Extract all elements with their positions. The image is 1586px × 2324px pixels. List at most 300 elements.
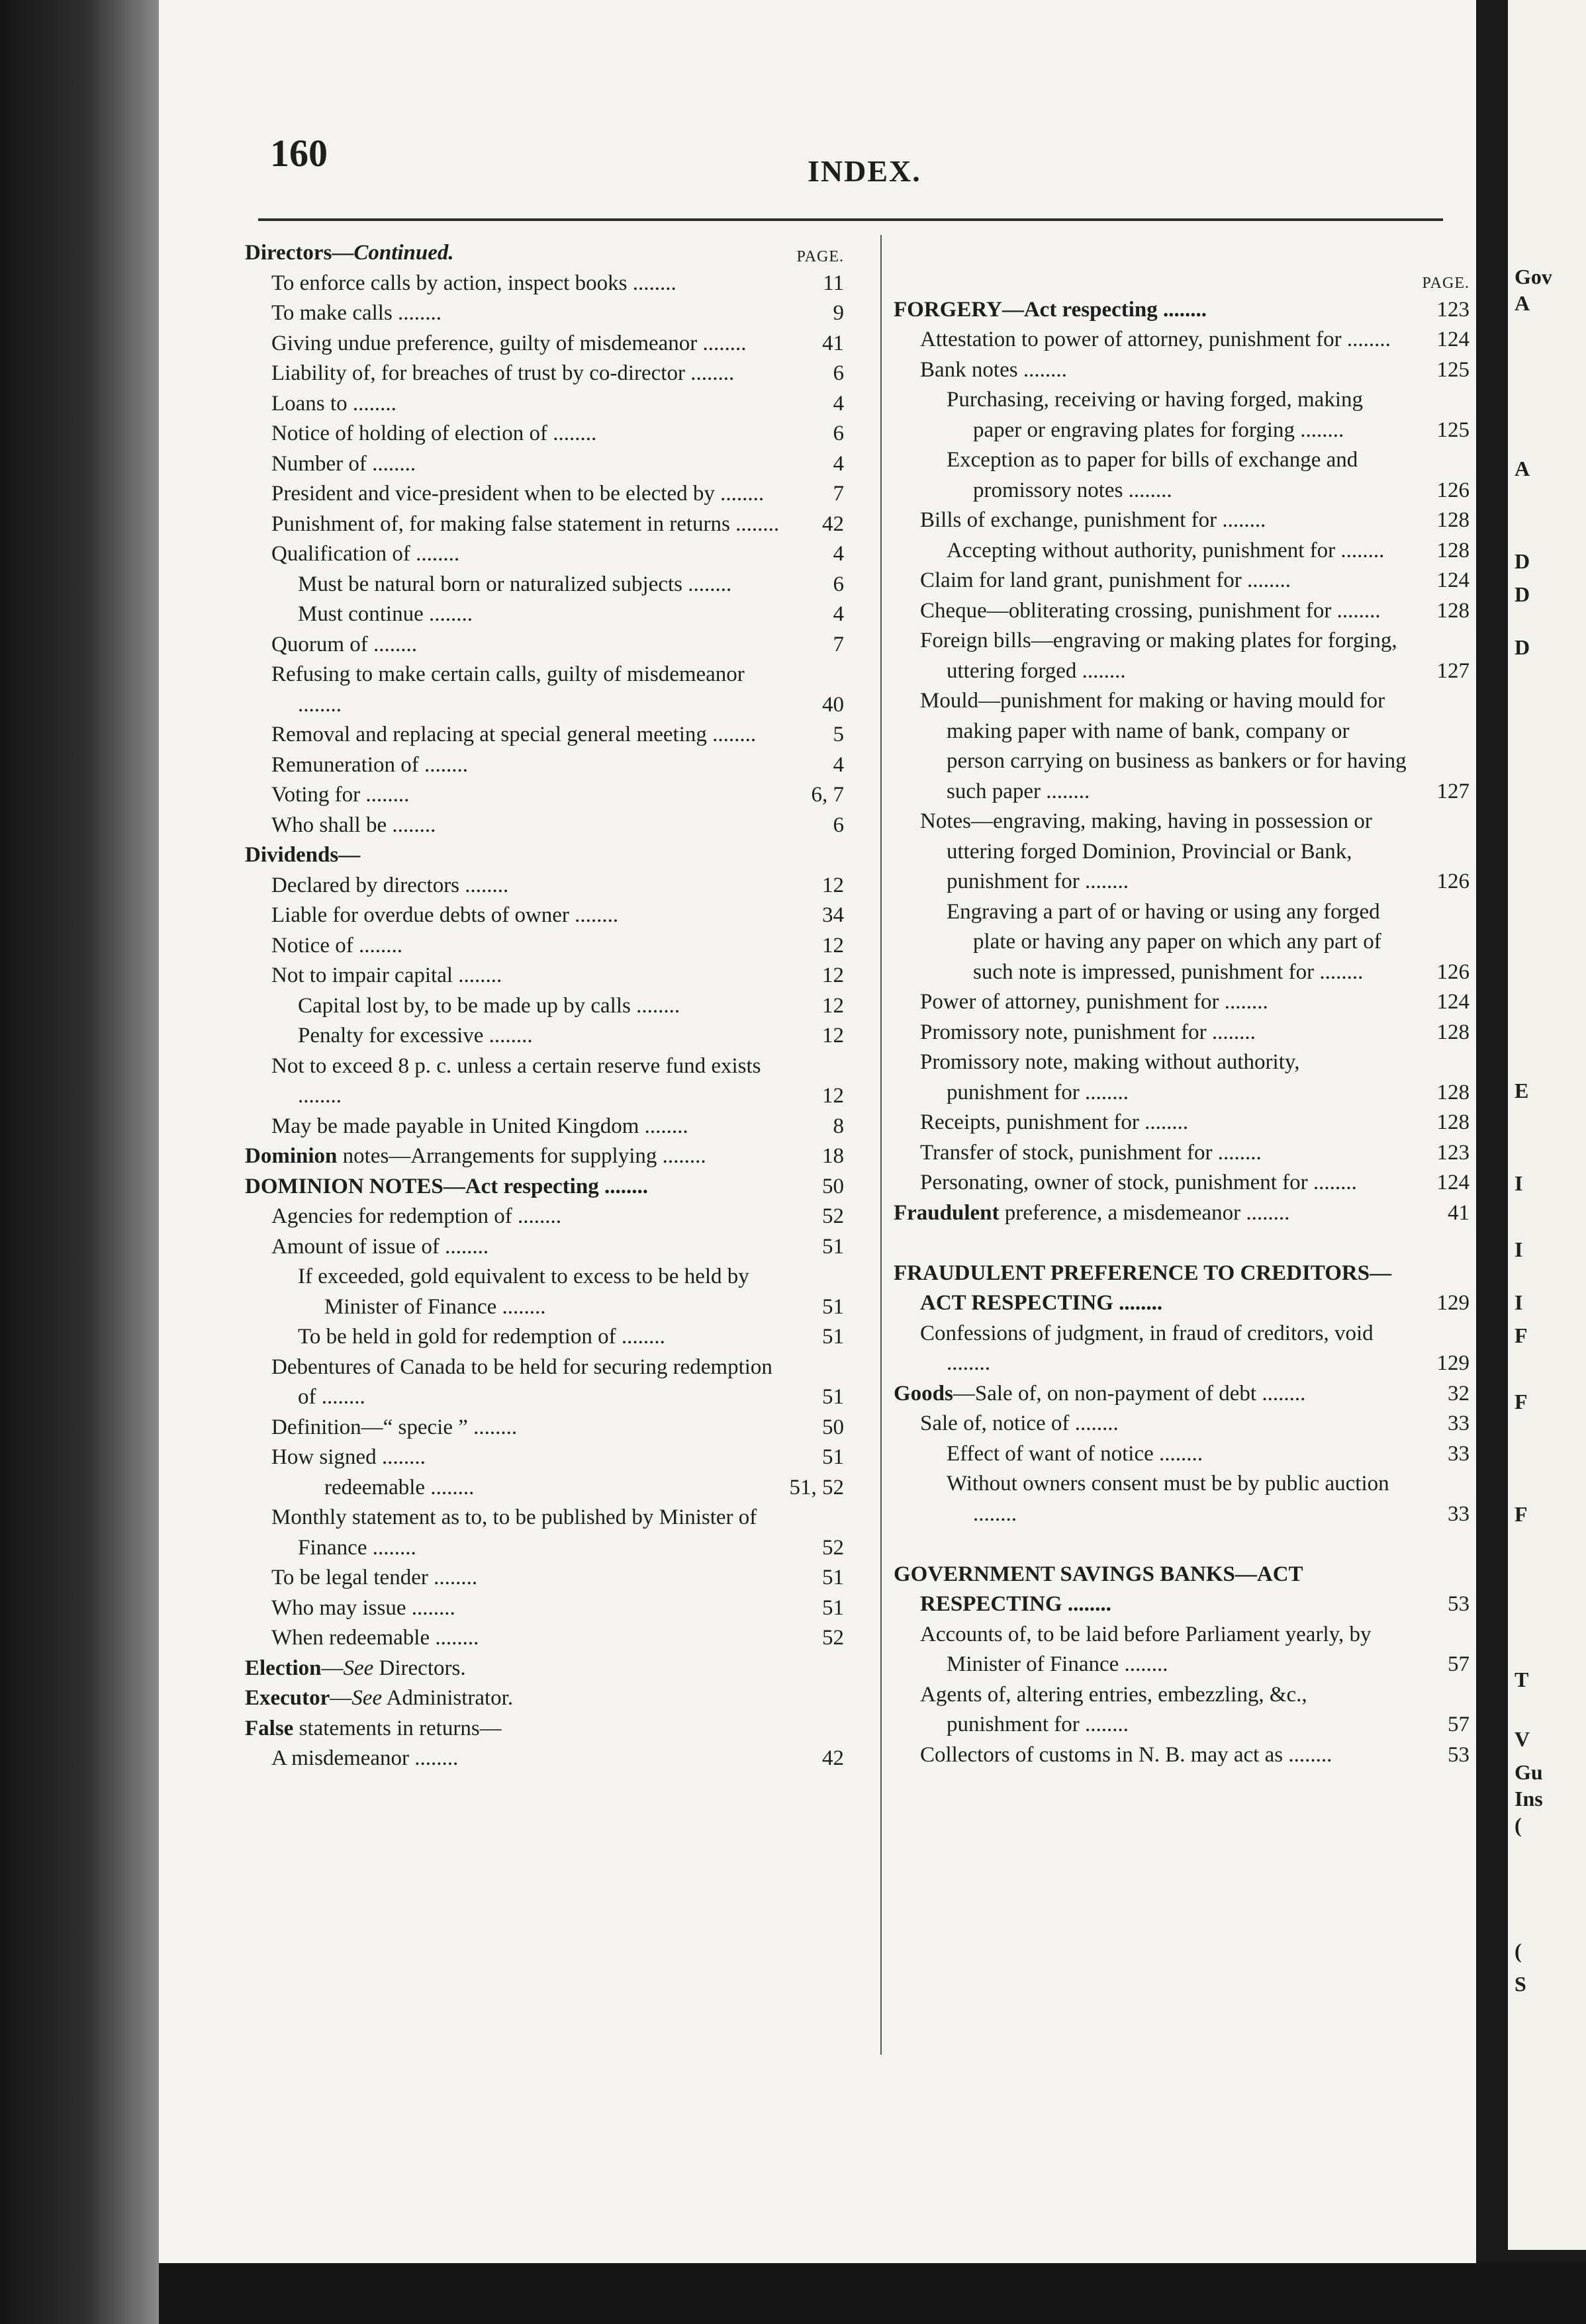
dot-leader: ........ <box>483 1024 533 1048</box>
entry-text: To make calls ........ <box>271 301 442 325</box>
adjacent-page-fragment: F <box>1515 1323 1528 1347</box>
column-divider <box>880 235 882 2055</box>
spacer <box>894 1529 1469 1560</box>
index-entry <box>245 780 844 811</box>
dot-leader: ........ <box>360 783 410 807</box>
page-reference: 34 <box>822 903 844 927</box>
index-entry <box>245 961 844 991</box>
page-reference: 52 <box>822 1535 844 1560</box>
page-reference: 12 <box>822 1024 844 1048</box>
dot-leader: ........ <box>1041 779 1090 803</box>
page-reference: 51 <box>822 1294 844 1319</box>
page-reference: 11 <box>823 271 844 295</box>
dot-leader: ........ <box>298 692 342 717</box>
index-entry <box>245 1413 844 1443</box>
entry-text: GOVERNMENT SAVINGS BANKS—ACT RESPECTING ........ <box>894 1562 1303 1616</box>
index-entry <box>245 1473 844 1503</box>
entry-text: Effect of want of notice ........ <box>947 1441 1203 1466</box>
page-reference: 4 <box>833 391 844 416</box>
page-reference: 126 <box>1436 960 1469 984</box>
index-entry <box>245 901 844 931</box>
entry-text: Mould—punishment for making or having mould for making paper with name of bank, company or person carrying on business as bankers or for having such paper ........ <box>920 689 1407 803</box>
scan-border-bottom <box>159 2263 1586 2324</box>
entry-text: FRAUDULENT PREFERENCE TO CREDITORS—ACT RESPECTING ........ <box>894 1261 1392 1315</box>
adjacent-page-fragment: I <box>1515 1290 1523 1314</box>
adjacent-page-fragment: ( <box>1515 1939 1522 1963</box>
index-entry <box>894 1018 1469 1048</box>
page-reference: 51 <box>822 1595 844 1620</box>
index-entry <box>894 566 1469 596</box>
dot-leader: ........ <box>1079 1080 1129 1104</box>
page-reference: 128 <box>1436 1020 1469 1044</box>
entry-text: When redeemable ........ <box>271 1626 479 1650</box>
index-entry <box>894 1198 1469 1229</box>
entry-text: Notice of ........ <box>271 933 402 958</box>
dot-leader: ........ <box>1283 1742 1332 1767</box>
index-entry <box>894 1680 1469 1740</box>
adjacent-page-fragment: E <box>1515 1079 1529 1102</box>
index-entry <box>245 1503 844 1563</box>
page-reference: 6 <box>833 813 844 837</box>
index-entry <box>245 811 844 841</box>
page-reference: 124 <box>1436 568 1469 592</box>
dot-leader: ........ <box>1079 870 1129 893</box>
entry-text: Monthly statement as to, to be published by Minister of Finance ........ <box>271 1505 757 1560</box>
adjacent-page-fragment: Gov <box>1515 265 1552 289</box>
page-reference: 6 <box>833 361 844 385</box>
dot-leader: ........ <box>973 1501 1017 1526</box>
index-entry <box>894 1319 1469 1379</box>
index-column-right <box>894 265 1469 1770</box>
index-entry <box>245 298 844 329</box>
entry-text: Agencies for redemption of ........ <box>271 1204 562 1228</box>
dot-leader: ........ <box>1341 328 1391 351</box>
dot-leader: ........ <box>1113 1291 1163 1315</box>
index-entry <box>245 1021 844 1051</box>
adjacent-page-fragment: I <box>1515 1237 1523 1261</box>
dot-leader: ........ <box>729 512 780 536</box>
page-reference: 128 <box>1436 538 1469 562</box>
index-entry <box>245 1654 844 1684</box>
entry-text: Claim for land grant, punishment for ........ <box>920 568 1291 592</box>
page-reference: 53 <box>1448 1742 1469 1767</box>
index-entry <box>894 1108 1469 1138</box>
adjacent-page-fragment: D <box>1515 549 1530 573</box>
entry-text: Accounts of, to be laid before Parliament yearly, by Minister of Finance ........ <box>920 1622 1372 1676</box>
index-entry <box>245 1593 844 1624</box>
dot-leader: ........ <box>1256 1381 1306 1406</box>
column-heading-row: Directors—Continued. PAGE. <box>245 238 844 269</box>
page-reference: 12 <box>822 873 844 897</box>
entry-text: How signed ........ <box>271 1445 426 1469</box>
dot-leader: ........ <box>1212 1140 1262 1165</box>
page-reference: 51 <box>822 1566 844 1589</box>
entry-text: Penalty for excessive ........ <box>298 1024 533 1048</box>
page-reference: 9 <box>833 301 844 325</box>
entry-text: Removal and replacing at special general meeting ........ <box>271 723 757 746</box>
index-entry <box>245 1683 844 1714</box>
dot-leader: ........ <box>657 1144 706 1168</box>
index-entry <box>245 419 844 449</box>
page-reference: 33 <box>1448 1441 1469 1466</box>
index-entry <box>245 269 844 299</box>
dot-leader: ........ <box>639 1114 688 1138</box>
running-head: INDEX. <box>808 154 921 188</box>
page-reference: 126 <box>1436 870 1469 893</box>
entry-text: Executor—See Administrator. <box>245 1686 514 1710</box>
entry-text: Cheque—obliterating crossing, punishment for ........ <box>920 598 1381 623</box>
dot-leader: ........ <box>512 1204 562 1228</box>
entry-text: Dominion notes—Arrangements for supplying ........ <box>245 1144 706 1168</box>
entry-text: Confessions of judgment, in fraud of creditors, void ........ <box>920 1321 1374 1375</box>
dot-leader: ........ <box>547 422 597 445</box>
page-reference: 12 <box>822 993 844 1018</box>
page-reference: 40 <box>822 692 844 717</box>
index-entry <box>245 1141 844 1172</box>
page-reference: 57 <box>1448 1652 1469 1676</box>
entry-text: Fraudulent preference, a misdemeanor ........ <box>894 1200 1290 1225</box>
index-entry <box>245 449 844 480</box>
entry-text: Purchasing, receiving or having forged, making paper or engraving plates for forging ........ <box>947 388 1363 442</box>
dot-leader: ........ <box>1206 1020 1256 1044</box>
adjacent-page-fragment: ( <box>1515 1813 1522 1837</box>
entry-text: Without owners consent must be by public auction ........ <box>947 1472 1389 1526</box>
dot-leader: ........ <box>410 542 460 566</box>
dot-leader: ........ <box>697 331 747 355</box>
entry-text: Election—See Directors. <box>245 1656 466 1680</box>
dot-leader: ........ <box>367 632 417 656</box>
left-entry-list <box>245 269 844 1774</box>
entry-text: Loans to ........ <box>271 391 396 416</box>
dot-leader: ........ <box>630 993 680 1018</box>
dot-leader: ........ <box>453 963 502 987</box>
adjacent-page-fragment: I <box>1515 1171 1523 1195</box>
index-entry <box>245 1262 844 1322</box>
entry-text: Must continue ........ <box>298 602 473 626</box>
index-entry <box>245 630 844 660</box>
index-entry <box>245 479 844 510</box>
index-entry <box>245 660 844 720</box>
page-reference: 51, 52 <box>789 1475 844 1499</box>
dot-leader: ........ <box>1069 1411 1119 1435</box>
adjacent-page-fragment: F <box>1515 1390 1528 1413</box>
index-entry <box>894 1469 1469 1529</box>
page-reference: 4 <box>833 752 844 777</box>
dot-leader: ........ <box>714 482 765 506</box>
index-entry <box>894 1168 1469 1198</box>
entry-text: Dividends— <box>245 843 361 867</box>
page-reference: 57 <box>1448 1713 1469 1736</box>
entry-text: Engraving a part of or having or using any forged plate or having any paper on which any part of such note is impressed, punishment for ........ <box>947 899 1381 984</box>
entry-text: To enforce calls by action, inspect books ........ <box>271 271 676 295</box>
page-reference: 42 <box>822 1746 844 1770</box>
page-reference: 51 <box>822 1385 844 1409</box>
entry-text: Attestation to power of attorney, punishment for ........ <box>920 328 1391 351</box>
index-entry <box>894 1620 1469 1680</box>
index-entry <box>245 871 844 901</box>
page-reference: 123 <box>1436 297 1469 322</box>
entry-text: DOMINION NOTES—Act respecting ........ <box>245 1174 648 1198</box>
entry-text: Debentures of Canada to be held for securing redemption of ........ <box>271 1355 772 1409</box>
index-entry <box>245 1172 844 1202</box>
index-entry <box>245 1112 844 1142</box>
entry-text: Exception as to paper for bills of exchange and promissory notes ........ <box>947 448 1358 502</box>
page-reference: 6 <box>833 422 844 445</box>
entry-text: Receipts, punishment for ........ <box>920 1110 1189 1134</box>
dot-leader: ........ <box>1076 658 1126 683</box>
dot-leader: ........ <box>430 1626 479 1650</box>
adjacent-page-fragment: D <box>1515 582 1530 606</box>
page-reference: 41 <box>1448 1200 1469 1225</box>
page-reference: 12 <box>822 1084 844 1108</box>
entry-text: Definition—“ specie ” ........ <box>271 1415 518 1439</box>
heading-qualifier: Continued. <box>353 241 454 265</box>
dot-leader: ........ <box>1123 478 1172 502</box>
page-reference: 125 <box>1436 357 1469 382</box>
page-reference: 4 <box>833 451 844 476</box>
adjacent-page-edge <box>1508 0 1586 2250</box>
page-reference: 129 <box>1436 1351 1469 1375</box>
index-entry <box>245 1232 844 1263</box>
adjacent-page-fragment: D <box>1515 635 1530 659</box>
index-entry <box>245 1744 844 1774</box>
dot-leader: ........ <box>459 873 509 897</box>
page-reference: 51 <box>822 1445 844 1469</box>
index-entry <box>894 807 1469 897</box>
entry-text: Remuneration of ........ <box>271 752 468 777</box>
entry-text: Sale of, notice of ........ <box>920 1411 1119 1435</box>
index-entry <box>894 325 1469 355</box>
entry-text: Declared by directors ........ <box>271 873 509 897</box>
entry-text: To be held in gold for redemption of ........ <box>298 1325 665 1349</box>
dot-leader: ........ <box>316 1385 365 1409</box>
scan-border-left <box>0 0 159 2324</box>
index-entry <box>245 1443 844 1473</box>
entry-text: Power of attorney, punishment for ........ <box>920 990 1268 1014</box>
index-entry <box>245 1051 844 1112</box>
dot-leader: ........ <box>1314 960 1364 984</box>
dot-leader: ........ <box>684 361 735 385</box>
dot-leader: ........ <box>425 1475 475 1499</box>
index-entry <box>245 750 844 781</box>
page-column-label-right: PAGE. <box>1422 275 1469 292</box>
dot-leader: ........ <box>367 1535 416 1560</box>
page-reference: 33 <box>1448 1411 1469 1435</box>
page-reference: 128 <box>1436 1110 1469 1134</box>
index-entry <box>245 1623 844 1654</box>
index-column-left <box>245 238 844 1774</box>
dot-leader: ........ <box>1017 357 1067 382</box>
dot-leader: ........ <box>353 933 402 958</box>
entry-text: Voting for ........ <box>271 783 410 807</box>
entry-text: Qualification of ........ <box>271 542 460 566</box>
dot-leader: ........ <box>418 752 468 777</box>
page-reference: 12 <box>822 963 844 987</box>
entry-text: Bank notes ........ <box>920 357 1067 382</box>
dot-leader: ........ <box>406 1595 455 1620</box>
entry-text: Who may issue ........ <box>271 1595 455 1620</box>
entry-text: Amount of issue of ........ <box>271 1234 489 1259</box>
entry-text: Not to impair capital ........ <box>271 963 502 987</box>
entry-text: Promissory note, punishment for ........ <box>920 1020 1256 1044</box>
entry-text: Collectors of customs in N. B. may act as ........ <box>920 1742 1332 1767</box>
page-reference: 127 <box>1436 658 1469 683</box>
entry-text: Quorum of ........ <box>271 632 417 656</box>
adjacent-page-fragment: Gu <box>1515 1760 1543 1784</box>
adjacent-page-fragment: A <box>1515 291 1530 315</box>
page-reference: 129 <box>1436 1291 1469 1315</box>
index-entry <box>894 1048 1469 1108</box>
index-entry <box>894 355 1469 386</box>
index-entry <box>894 385 1469 445</box>
page-reference: 50 <box>822 1415 844 1439</box>
index-entry <box>245 1322 844 1353</box>
entry-text: Number of ........ <box>271 451 416 476</box>
page-column-label: PAGE. <box>796 248 844 265</box>
dot-leader: ........ <box>467 1415 518 1439</box>
dot-leader: ........ <box>1139 1110 1189 1134</box>
dot-leader: ........ <box>1294 418 1344 442</box>
dot-leader: ........ <box>366 451 416 476</box>
index-entry <box>894 1138 1469 1169</box>
index-entry <box>245 991 844 1022</box>
entry-text: May be made payable in United Kingdom ........ <box>271 1114 688 1138</box>
entry-text: President and vice-president when to be elected by ........ <box>271 482 765 506</box>
adjacent-page-fragment: T <box>1515 1668 1529 1691</box>
dot-leader: ........ <box>376 1445 426 1469</box>
entry-text: Transfer of stock, punishment for ........ <box>920 1140 1262 1165</box>
index-entry <box>245 389 844 420</box>
dot-leader: ........ <box>682 572 732 596</box>
dot-leader: ........ <box>569 903 619 927</box>
index-entry <box>894 596 1469 627</box>
dot-leader: ........ <box>1240 1200 1290 1225</box>
entry-text: redeemable ........ <box>324 1475 475 1499</box>
entry-text: Foreign bills—engraving or making plates for forging, uttering forged ........ <box>920 629 1397 683</box>
entry-text: False statements in returns— <box>245 1716 502 1740</box>
dot-leader: ........ <box>1153 1441 1203 1466</box>
index-entry <box>245 570 844 600</box>
column-heading-row-right <box>894 265 1469 295</box>
page-reference: 128 <box>1436 508 1469 532</box>
dot-leader: ........ <box>496 1294 546 1319</box>
dot-leader: ........ <box>1119 1652 1168 1676</box>
entry-text: Promissory note, making without authority, punishment for ........ <box>920 1050 1300 1104</box>
index-entry <box>894 1259 1469 1319</box>
page-reference: 128 <box>1436 598 1469 623</box>
page-reference: 12 <box>822 933 844 958</box>
index-entry <box>894 1740 1469 1771</box>
entry-text: Must be natural born or naturalized subjects ........ <box>298 572 732 596</box>
index-entry <box>245 931 844 961</box>
dot-leader: ........ <box>947 1351 990 1375</box>
dot-leader: ........ <box>1331 598 1381 623</box>
index-entry <box>245 720 844 750</box>
entry-text: Giving undue preference, guilty of misdemeanor ........ <box>271 331 747 355</box>
index-entry <box>245 1563 844 1593</box>
page-reference: 8 <box>833 1114 844 1138</box>
page-reference: 52 <box>822 1626 844 1650</box>
dot-leader: ........ <box>387 813 436 837</box>
page-reference: 18 <box>822 1144 844 1168</box>
index-entry <box>894 1379 1469 1409</box>
index-entry <box>894 506 1469 536</box>
index-entry <box>245 539 844 570</box>
dot-leader: ........ <box>347 391 396 416</box>
page-reference: 33 <box>1448 1501 1469 1526</box>
index-entry <box>245 510 844 540</box>
index-entry <box>894 626 1469 686</box>
page-reference: 124 <box>1436 328 1469 351</box>
entry-text: Notice of holding of election of ........ <box>271 422 597 445</box>
entry-text: Liability of, for breaches of trust by co-director ........ <box>271 361 735 385</box>
entry-text: Capital lost by, to be made up by calls ........ <box>298 993 680 1018</box>
entry-text: To be legal tender ........ <box>271 1566 478 1589</box>
index-entry <box>245 840 844 871</box>
page-number: 160 <box>270 132 328 175</box>
page-reference: 7 <box>833 482 844 506</box>
index-entry <box>894 445 1469 506</box>
adjacent-page-fragment: Ins <box>1515 1787 1543 1810</box>
entry-text: Not to exceed 8 p. c. unless a certain reserve fund exists ........ <box>271 1053 761 1108</box>
dot-leader: ........ <box>706 723 757 746</box>
dot-leader: ........ <box>1241 568 1291 592</box>
adjacent-page-fragment: S <box>1515 1972 1526 1996</box>
adjacent-page-fragment: F <box>1515 1502 1528 1526</box>
entry-text: A misdemeanor ........ <box>271 1746 459 1770</box>
dot-leader: ........ <box>392 301 442 325</box>
dot-leader: ........ <box>1307 1171 1357 1194</box>
index-entry <box>894 1439 1469 1470</box>
entry-text: Goods—Sale of, on non-payment of debt ........ <box>894 1381 1306 1406</box>
page-reference: 6 <box>833 572 844 596</box>
entry-text: If exceeded, gold equivalent to excess to be held by Minister of Finance ........ <box>298 1265 749 1319</box>
entry-text: Notes—engraving, making, having in possession or uttering forged Dominion, Provincial or Bank, punishment for ........ <box>920 809 1372 893</box>
page-reference: 6, 7 <box>811 783 844 807</box>
page-reference: 51 <box>822 1234 844 1259</box>
page-reference: 4 <box>833 542 844 566</box>
index-entry <box>894 686 1469 807</box>
dot-leader: ........ <box>1079 1713 1129 1736</box>
dot-leader: ........ <box>1157 297 1207 322</box>
entry-text: Punishment of, for making false statement in returns ........ <box>271 512 780 536</box>
page-reference: 7 <box>833 632 844 656</box>
entry-text: Who shall be ........ <box>271 813 436 837</box>
index-entry <box>894 295 1469 326</box>
adjacent-page-fragment: A <box>1515 457 1530 480</box>
entry-text: Personating, owner of stock, punishment for ........ <box>920 1171 1357 1194</box>
dot-leader: ........ <box>1062 1592 1111 1616</box>
entry-text: Accepting without authority, punishment for ........ <box>947 538 1385 562</box>
index-entry <box>245 359 844 389</box>
index-entry <box>245 1714 844 1744</box>
dot-leader: ........ <box>409 1746 459 1770</box>
entry-text: Liable for overdue debts of owner ........ <box>271 903 619 927</box>
page-reference: 41 <box>822 331 844 355</box>
dot-leader: ........ <box>428 1566 478 1589</box>
right-entry-list <box>894 295 1469 1771</box>
page-reference: 127 <box>1436 779 1469 803</box>
dot-leader: ........ <box>1217 508 1266 532</box>
index-entry <box>894 1409 1469 1439</box>
index-entry <box>245 329 844 359</box>
entry-text: Agents of, altering entries, embezzling, &c., punishment for ........ <box>920 1682 1307 1736</box>
dot-leader: ........ <box>423 602 473 626</box>
index-entry <box>894 1560 1469 1620</box>
index-entry <box>245 1353 844 1413</box>
page-reference: 42 <box>822 512 844 536</box>
entry-text: FORGERY—Act respecting ........ <box>894 297 1207 322</box>
